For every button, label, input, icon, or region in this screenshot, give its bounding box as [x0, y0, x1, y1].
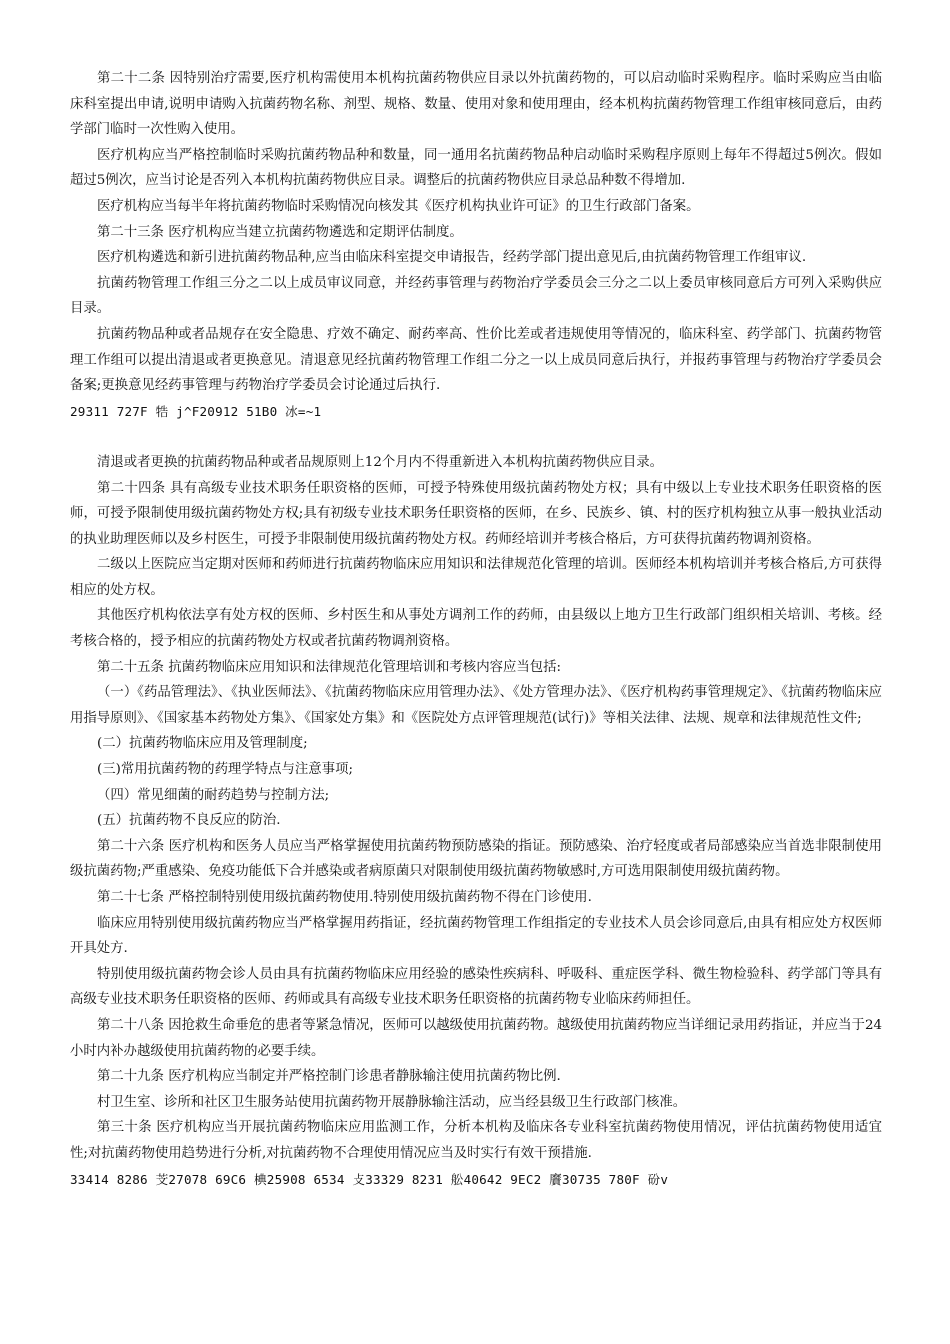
list-item-3: (三)常用抗菌药物的药理学特点与注意事项; [97, 762, 353, 778]
paragraph-semiannual-filing: 医疗机构应当每半年将抗菌药物临时采购情况向核发其《医疗机构执业许可证》的卫生行政部门备案。 [97, 198, 700, 214]
document-page [70, 66, 882, 1192]
article-23: 第二十三条 医疗机构应当建立抗菌药物遴选和定期评估制度。 [97, 224, 463, 240]
paragraph-temp-purchase-limit: 医疗机构应当严格控制临时采购抗菌药物品种和数量，同一通用名抗菌药物品种启动临时采购程序原则上每年不得超过5例次。假如超过5例次，应当讨论是否列入本机构抗菌药物供应目录。调整后的抗菌药物供应目录总品种数不得增加. [70, 147, 882, 189]
paragraph-reentry-rule: 清退或者更换的抗菌药物品种或者品规原则上12个月内不得重新进入本机构抗菌药物供应目录。 [97, 454, 664, 470]
article-30: 第三十条 医疗机构应当开展抗菌药物临床应用监测工作，分析本机构及临床各专业科室抗菌药物使用情况，评估抗菌药物使用适宜性;对抗菌药物使用趋势进行分析,对抗菌药物不合理使用情况应当及时实行有效干预措施. [70, 1120, 882, 1161]
paragraph-village-clinics: 村卫生室、诊所和社区卫生服务站使用抗菌药物开展静脉输注活动，应当经县级卫生行政部门核准。 [97, 1094, 687, 1110]
paragraph-other-institutions: 其他医疗机构依法享有处方权的医师、乡村医生和从事处方调剂工作的药师，由县级以上地方卫生行政部门组织相关培训、考核。经考核合格的，授予相应的抗菌药物处方权或者抗菌药物调剂资格。 [70, 608, 882, 650]
paragraph-consultants: 特别使用级抗菌药物会诊人员由具有抗菌药物临床应用经验的感染性疾病科、呼吸科、重症医学科、微生物检验科、药学部门等具有高级专业技术职务任职资格的医师、药师或具有高级专业技术职务任职资格的抗菌药物专业临床药师担任。 [70, 966, 882, 1008]
section-gap [70, 424, 882, 450]
list-item-4: （四）常见细菌的耐药趋势与控制方法; [97, 787, 330, 803]
article-22: 第二十二条 因特别治疗需要,医疗机构需使用本机构抗菌药物供应目录以外抗菌药物的，可以启动临时采购程序。临时采购应当由临床科室提出申请,说明申请购入抗菌药物名称、剂型、规格、数量、使用对象和使用理由，经本机构抗菌药物管理工作组审核同意后，由药学部门临时一次性购入使用。 [70, 71, 882, 138]
paragraph-approval-threshold: 抗菌药物管理工作组三分之二以上成员审议同意，并经药事管理与药物治疗学委员会三分之二以上委员审核同意后方可列入采购供应目录。 [70, 275, 882, 317]
list-item-2: (二）抗菌药物临床应用及管理制度; [97, 736, 308, 752]
list-item-5: (五）抗菌药物不良反应的防治. [97, 813, 281, 829]
garbled-code-line: 29311 727F 牿 j^F20912 51B0 冰=~1 [70, 403, 322, 419]
paragraph-training: 二级以上医院应当定期对医师和药师进行抗菌药物临床应用知识和法律规范化管理的培训。医师经本机构培训并考核合格后,方可获得相应的处方权。 [70, 557, 882, 598]
garbled-code-line-2: 33414 8286 芠27078 69C6 椣25908 6534 攴33329 8231 舩40642 9EC2 黂30735 780F 砏v [70, 1171, 669, 1187]
article-27: 第二十七条 严格控制特别使用级抗菌药物使用.特别使用级抗菌药物不得在门诊使用. [97, 890, 592, 905]
paragraph-withdraw-replace: 抗菌药物品种或者品规存在安全隐患、疗效不确定、耐药率高、性价比差或者违规使用等情况的，临床科室、药学部门、抗菌药物管理工作组可以提出清退或者更换意见。清退意见经抗菌药物管理工作组二分之一以上成员同意后执行，并报药事管理与药物治疗学委员会备案;更换意见经药事管理与药物治疗学委员会讨论通过后执行. [70, 326, 882, 394]
article-24: 第二十四条 具有高级专业技术职务任职资格的医师，可授予特殊使用级抗菌药物处方权；具有中级以上专业技术职务任职资格的医师，可授予限制使用级抗菌药物处方权;具有初级专业技术职务任职资格的医师，在乡、民族乡、镇、村的医疗机构独立从事一般执业活动的执业助理医师以及乡村医生，可授予非限制使用级抗菌药物处方权。药师经培训并考核合格后，方可获得抗菌药物调剂资格。 [70, 480, 882, 547]
paragraph-special-use-consultation: 临床应用特别使用级抗菌药物应当严格掌握用药指证，经抗菌药物管理工作组指定的专业技术人员会诊同意后,由具有相应处方权医师开具处方. [70, 915, 882, 957]
list-item-1: （一）《药品管理法》、《执业医师法》、《抗菌药物临床应用管理办法》、《处方管理办法》、《医疗机构药事管理规定》、《抗菌药物临床应用指导原则》、《国家基本药物处方集》、《国家处方集》和《医院处方点评管理规范(试行)》等相关法律、法规、规章和法律规范性文件; [70, 685, 882, 726]
article-25: 第二十五条 抗菌药物临床应用知识和法律规范化管理培训和考核内容应当包括: [97, 659, 562, 675]
article-29: 第二十九条 医疗机构应当制定并严格控制门诊患者静脉输注使用抗菌药物比例. [97, 1069, 561, 1085]
article-26: 第二十六条 医疗机构和医务人员应当严格掌握使用抗菌药物预防感染的指证。预防感染、治疗轻度或者局部感染应当首选非限制使用级抗菌药物;严重感染、免疫功能低下合并感染或者病原菌只对限制使用级抗菌药物敏感时,方可选用限制使用级抗菌药物。 [70, 838, 882, 880]
paragraph-selection-review: 医疗机构遴选和新引进抗菌药物品种,应当由临床科室提交申请报告，经药学部门提出意见后,由抗菌药物管理工作组审议. [97, 250, 807, 266]
article-28: 第二十八条 因抢救生命垂危的患者等紧急情况，医师可以越级使用抗菌药物。越级使用抗菌药物应当详细记录用药指证，并应当于24小时内补办越级使用抗菌药物的必要手续。 [70, 1017, 882, 1059]
